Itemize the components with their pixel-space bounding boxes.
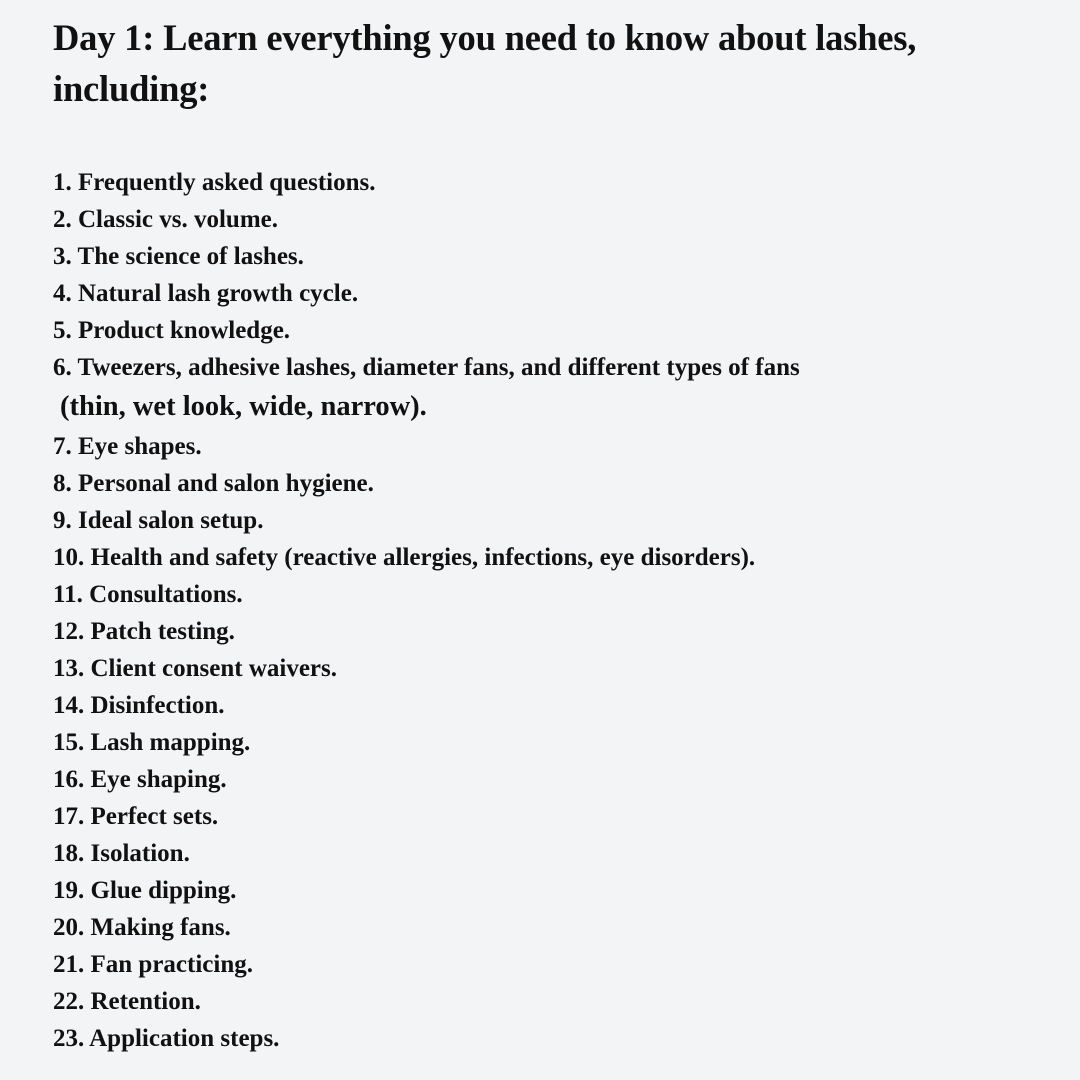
list-item: 8. Personal and salon hygiene. xyxy=(53,470,374,497)
list-item: 23. Application steps. xyxy=(53,1025,280,1052)
list-item: 3. The science of lashes. xyxy=(53,243,304,270)
list-item: 20. Making fans. xyxy=(53,914,231,941)
list-item: 14. Disinfection. xyxy=(53,692,225,719)
list-item-6-text: 6. Tweezers, adhesive lashes, diameter fans, and different types of fans xyxy=(53,354,800,381)
list-item: 10. Health and safety (reactive allergies, infections, eye disorders). xyxy=(53,544,756,571)
list-item: 22. Retention. xyxy=(53,988,201,1015)
page-title: Day 1: Learn everything you need to know about lashes, including: xyxy=(53,17,917,109)
list-item: 1. Frequently asked questions. xyxy=(53,169,376,196)
list-item: 17. Perfect sets. xyxy=(53,803,219,830)
list-item: 2. Classic vs. volume. xyxy=(53,206,278,233)
list-item: 9. Ideal salon setup. xyxy=(53,507,264,534)
list-item: 13. Client consent waivers. xyxy=(53,655,337,682)
list-item: 16. Eye shaping. xyxy=(53,766,227,793)
list-item: 5. Product knowledge. xyxy=(53,317,291,344)
list-item: 4. Natural lash growth cycle. xyxy=(53,280,359,307)
list-item: 7. Eye shapes. xyxy=(53,433,202,460)
list-item: 11. Consultations. xyxy=(53,581,243,608)
list-item-6 xyxy=(53,349,1040,428)
list-item-6-continuation: (thin, wet look, wide, narrow). xyxy=(60,391,427,422)
topic-list xyxy=(53,164,1040,1057)
list-item: 15. Lash mapping. xyxy=(53,729,251,756)
list-item: 12. Patch testing. xyxy=(53,618,235,645)
list-item: 18. Isolation. xyxy=(53,840,190,867)
list-item: 19. Glue dipping. xyxy=(53,877,237,904)
list-item: 21. Fan practicing. xyxy=(53,951,253,978)
